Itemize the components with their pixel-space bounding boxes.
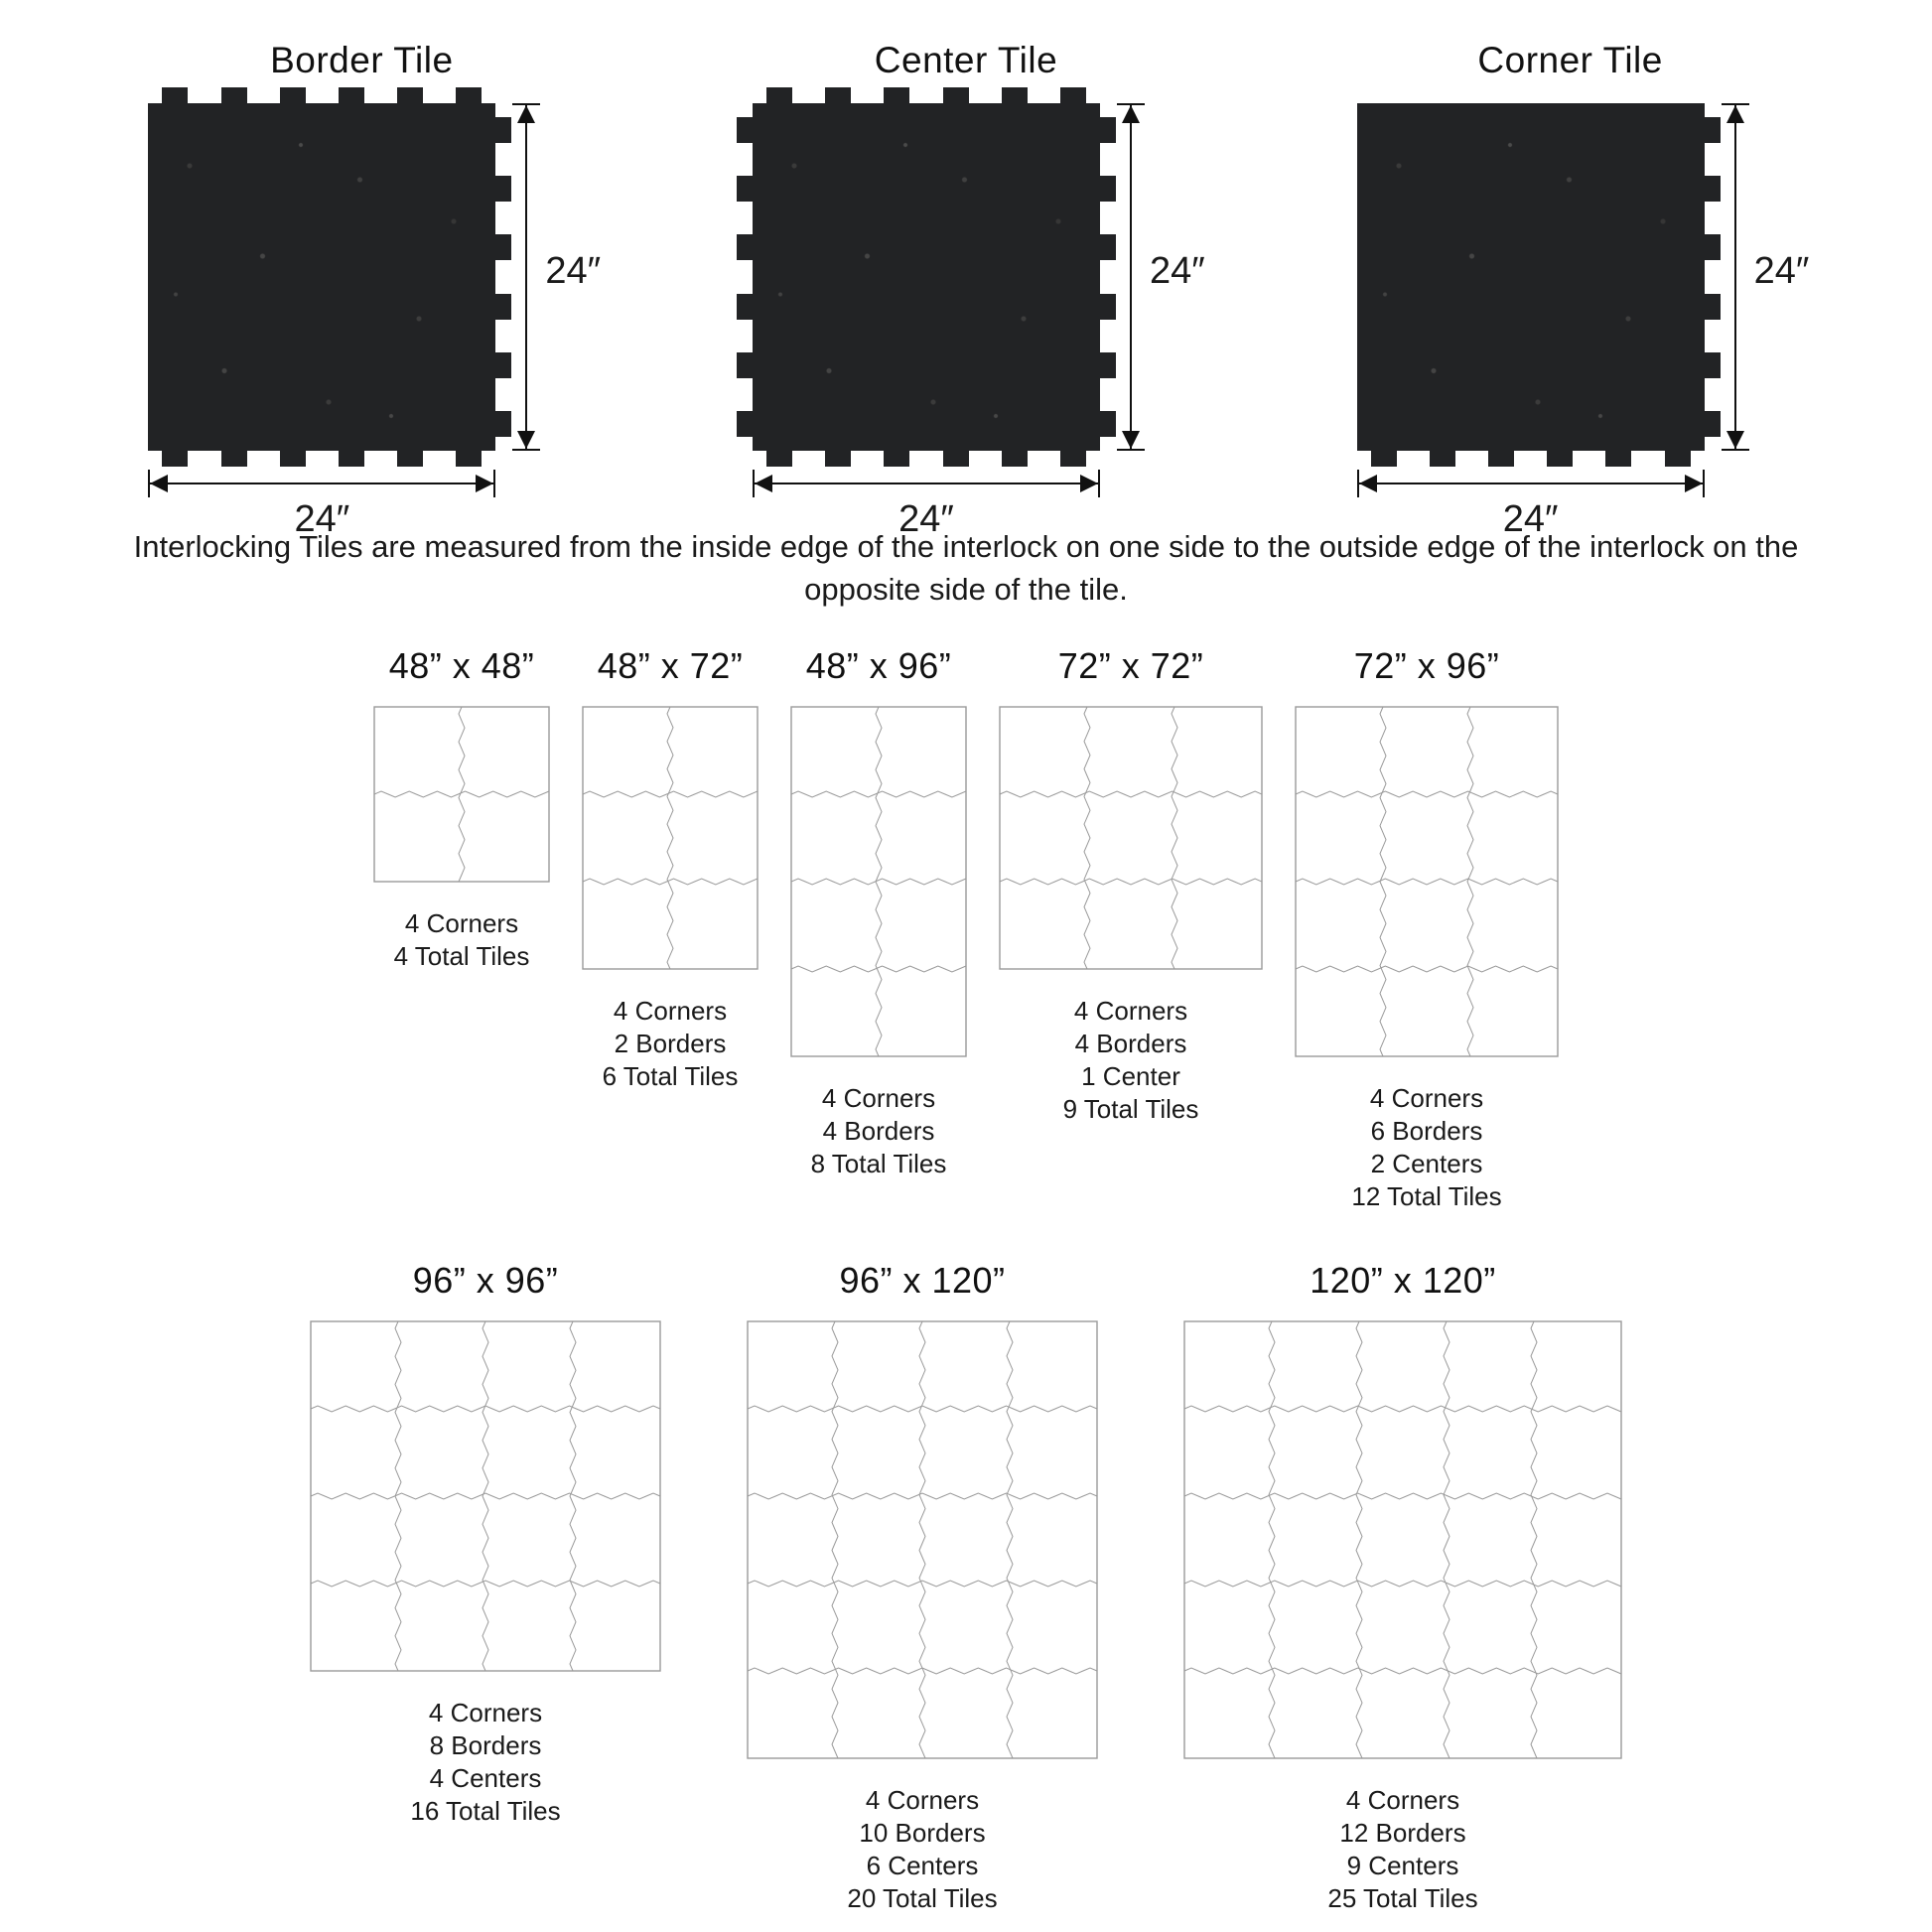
layout-legend-line: 9 Total Tiles <box>1062 1094 1199 1125</box>
height-dimension-label: 24″ <box>1149 250 1205 292</box>
tile-figure <box>753 103 1205 540</box>
interlock-nub <box>1705 117 1721 143</box>
layout-legend-line: 6 Borders <box>1370 1115 1483 1146</box>
interlock-nub <box>397 451 423 467</box>
interlock-nub <box>1371 451 1397 467</box>
layout-legend <box>1063 995 1199 1127</box>
layout-legend-line: 8 Total Tiles <box>810 1149 947 1179</box>
interlock-nub <box>1100 411 1116 437</box>
interlock-nub <box>495 294 511 320</box>
layout-legend <box>1351 1082 1501 1214</box>
layout-diagram <box>787 645 970 1181</box>
interlock-nub <box>1488 451 1514 467</box>
interlock-nub <box>1060 451 1086 467</box>
layout-grid-svg <box>370 703 553 886</box>
interlock-nub <box>339 87 364 103</box>
width-dimension-line <box>753 483 1100 484</box>
interlock-nub <box>1705 176 1721 202</box>
arrow-up-icon <box>1726 105 1744 123</box>
interlock-nub <box>737 234 753 260</box>
interlock-nub <box>1705 352 1721 378</box>
interlock-nub <box>1430 451 1455 467</box>
height-dimension-line <box>1734 103 1736 451</box>
interlock-nub <box>1705 411 1721 437</box>
measurement-caption: Interlocking Tiles are measured from the inside edge of the interlock on one side to the outside edge of the interlock on the opposite side of the tile. <box>133 529 1799 607</box>
layout-grid-svg <box>787 703 970 1060</box>
layout-diagram <box>744 1260 1101 1916</box>
layout-legend-line: 4 Borders <box>1074 1028 1187 1058</box>
interlock-nub <box>221 451 247 467</box>
width-dimension-line <box>1357 483 1705 484</box>
arrow-left-icon <box>755 475 772 492</box>
layout-grid-wrap <box>370 703 553 886</box>
layout-legend-line: 20 Total Tiles <box>847 1883 998 1914</box>
arrow-down-icon <box>517 431 535 449</box>
interlock-nub <box>456 451 482 467</box>
layout-legend-line: 4 Total Tiles <box>393 940 530 971</box>
layout-legend-line: 4 Corners <box>613 995 728 1026</box>
tile-type-border <box>83 40 639 540</box>
interlock-nub <box>456 87 482 103</box>
layout-legend <box>603 995 739 1094</box>
layout-legend-line: 4 Corners <box>1073 995 1188 1026</box>
layout-grid-svg <box>996 703 1266 973</box>
layout-diagram <box>370 645 553 974</box>
layout-diagram <box>996 645 1266 1127</box>
layout-grid-wrap <box>996 703 1266 973</box>
interlock-nub <box>1705 294 1721 320</box>
arrow-down-icon <box>1726 431 1744 449</box>
tile-figure <box>148 103 602 540</box>
layout-grid-wrap <box>1292 703 1562 1060</box>
layout-size-label: 96” x 120” <box>839 1259 1006 1301</box>
layout-size-label: 48” x 96” <box>805 644 952 686</box>
arrow-up-icon <box>517 105 535 123</box>
layout-legend-line: 12 Borders <box>1339 1817 1466 1848</box>
arrow-right-icon <box>1685 475 1703 492</box>
interlock-nub <box>943 451 969 467</box>
layout-legend-line: 4 Corners <box>1345 1784 1460 1815</box>
layout-size-label: 72” x 72” <box>1057 644 1204 686</box>
interlock-nub <box>280 87 306 103</box>
layout-legend-line: 9 Centers <box>1346 1851 1459 1881</box>
layout-legend-line: 4 Corners <box>1369 1082 1484 1113</box>
arrow-left-icon <box>1359 475 1377 492</box>
layout-legend-line: 4 Corners <box>428 1697 543 1727</box>
interlock-nub <box>1605 451 1631 467</box>
layout-grid-svg <box>1180 1317 1625 1762</box>
layout-diagram <box>579 645 761 1094</box>
interlock-nub <box>280 451 306 467</box>
arrow-down-icon <box>1122 431 1140 449</box>
layout-size-label: 48” x 72” <box>597 644 744 686</box>
interlock-nub <box>162 87 188 103</box>
interlock-nub <box>1100 234 1116 260</box>
layouts-row-1 <box>0 645 1932 1214</box>
interlock-nub <box>1665 451 1691 467</box>
layout-size-label: 96” x 96” <box>412 1259 559 1301</box>
interlock-nub <box>495 234 511 260</box>
interlock-nub <box>884 451 909 467</box>
interlock-nub <box>495 176 511 202</box>
width-dimension-label: 24″ <box>1502 498 1559 540</box>
layout-legend-line: 25 Total Tiles <box>1327 1883 1478 1914</box>
interlock-nub <box>495 117 511 143</box>
tile-figure <box>1357 103 1810 540</box>
interlock-nub <box>737 294 753 320</box>
interlock-nub <box>495 411 511 437</box>
width-dimension-line <box>148 483 495 484</box>
interlock-nub <box>1100 117 1116 143</box>
interlock-nub <box>737 176 753 202</box>
interlock-nub <box>1060 87 1086 103</box>
layouts-row-2 <box>0 1260 1932 1916</box>
arrow-right-icon <box>1080 475 1098 492</box>
tile-swatch <box>1357 103 1705 451</box>
tile-title: Center Tile <box>874 40 1058 80</box>
tile-swatch <box>148 103 495 451</box>
interlock-nub <box>1002 87 1028 103</box>
interlock-nub <box>943 87 969 103</box>
layout-grid-svg <box>307 1317 664 1675</box>
tile-types-row <box>0 0 1932 540</box>
layout-diagram <box>1180 1260 1625 1916</box>
layout-legend-line: 6 Total Tiles <box>602 1061 739 1092</box>
interlock-nub <box>766 87 792 103</box>
layout-size-label: 120” x 120” <box>1310 1259 1496 1301</box>
layout-legend <box>811 1082 947 1181</box>
interlock-nub <box>737 411 753 437</box>
tile-swatch <box>753 103 1100 451</box>
width-dimension-label: 24″ <box>898 498 954 540</box>
layout-grid-wrap <box>307 1317 664 1675</box>
tile-title: Corner Tile <box>1477 40 1663 80</box>
layout-grid-svg <box>1292 703 1562 1060</box>
layout-diagram <box>307 1260 664 1829</box>
layout-legend-line: 1 Center <box>1081 1061 1180 1092</box>
layout-grid-svg <box>744 1317 1101 1762</box>
arrow-up-icon <box>1122 105 1140 123</box>
width-dimension-label: 24″ <box>294 498 350 540</box>
layout-legend <box>394 907 530 974</box>
layout-legend-line: 4 Centers <box>429 1763 542 1794</box>
layout-legend-line: 2 Borders <box>614 1028 727 1058</box>
layout-legend-line: 8 Borders <box>429 1729 542 1760</box>
layout-diagram <box>1292 645 1562 1214</box>
layout-legend-line: 4 Corners <box>821 1082 936 1113</box>
height-dimension-label: 24″ <box>545 250 602 292</box>
layout-grid-wrap <box>787 703 970 1060</box>
interlock-nub <box>1002 451 1028 467</box>
interlock-nub <box>1100 176 1116 202</box>
layout-legend <box>1327 1784 1477 1916</box>
interlock-nub <box>1547 451 1573 467</box>
layout-legend-line: 4 Corners <box>865 1784 980 1815</box>
interlock-nub <box>1100 294 1116 320</box>
layout-legend-line: 10 Borders <box>859 1817 986 1848</box>
layout-size-label: 48” x 48” <box>388 644 535 686</box>
interlock-nub <box>737 352 753 378</box>
interlock-nub <box>825 451 851 467</box>
layout-legend-line: 4 Corners <box>404 907 519 938</box>
tile-type-center <box>688 40 1244 540</box>
layout-grid-wrap <box>1180 1317 1625 1762</box>
interlock-nub <box>1705 234 1721 260</box>
layout-legend-line: 16 Total Tiles <box>410 1796 561 1827</box>
layout-legend <box>847 1784 997 1916</box>
interlock-nub <box>825 87 851 103</box>
layout-legend-line: 2 Centers <box>1370 1149 1483 1179</box>
arrow-left-icon <box>150 475 168 492</box>
layout-size-label: 72” x 96” <box>1353 644 1500 686</box>
height-dimension-line <box>525 103 527 451</box>
layout-legend-line: 6 Centers <box>866 1851 979 1881</box>
interlock-nub <box>495 352 511 378</box>
arrow-right-icon <box>476 475 493 492</box>
tile-title: Border Tile <box>270 40 454 80</box>
height-dimension-line <box>1130 103 1132 451</box>
layout-legend-line: 12 Total Tiles <box>1351 1181 1502 1212</box>
tile-type-corner <box>1293 40 1849 540</box>
layout-grid-svg <box>579 703 761 973</box>
layout-legend <box>410 1697 560 1829</box>
height-dimension-label: 24″ <box>1753 250 1810 292</box>
interlock-nub <box>766 451 792 467</box>
layout-grid-wrap <box>744 1317 1101 1762</box>
interlock-nub <box>397 87 423 103</box>
interlock-nub <box>162 451 188 467</box>
layout-legend-line: 4 Borders <box>822 1115 935 1146</box>
interlock-nub <box>737 117 753 143</box>
interlock-nub <box>339 451 364 467</box>
interlock-nub <box>221 87 247 103</box>
interlock-nub <box>884 87 909 103</box>
layout-grid-wrap <box>579 703 761 973</box>
interlock-nub <box>1100 352 1116 378</box>
